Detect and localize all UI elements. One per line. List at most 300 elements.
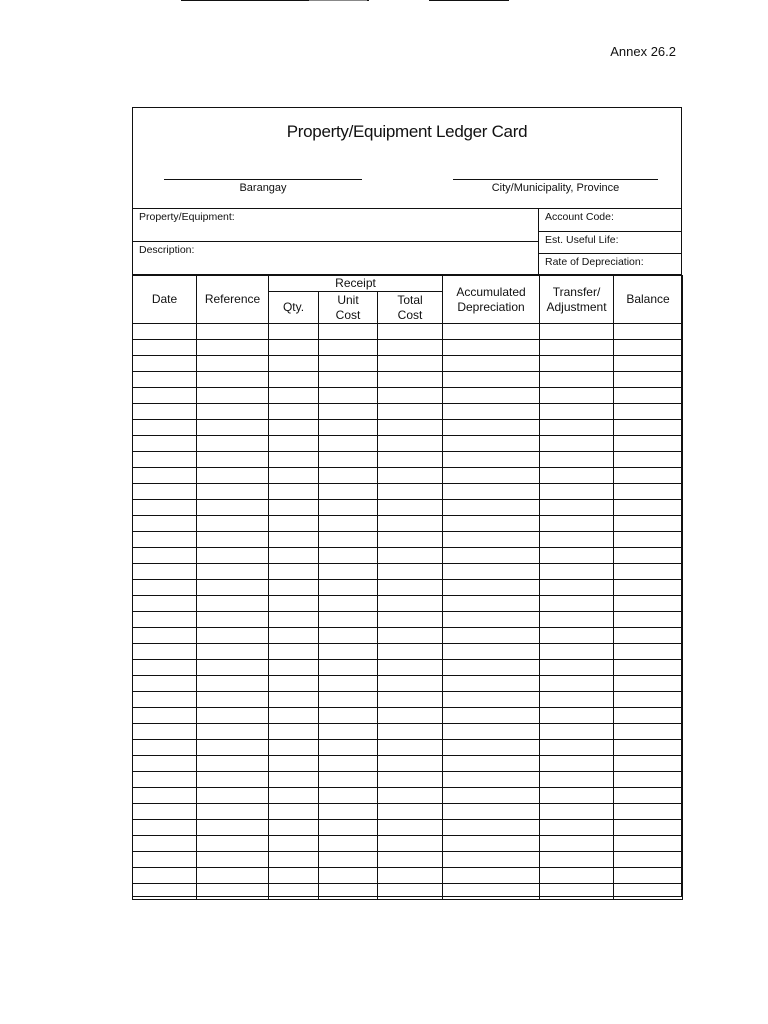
table-row <box>133 500 683 516</box>
accumulated-depreciation-cell[interactable] <box>443 708 540 724</box>
qty-cell[interactable] <box>269 484 319 500</box>
reference-cell[interactable] <box>197 356 269 372</box>
balance-cell[interactable] <box>614 548 683 564</box>
accumulated-depreciation-cell[interactable] <box>443 692 540 708</box>
qty-cell[interactable] <box>269 868 319 884</box>
unit-cost-cell[interactable] <box>319 420 378 436</box>
unit-cost-cell[interactable] <box>319 516 378 532</box>
total-cost-cell[interactable] <box>378 644 443 660</box>
reference-cell[interactable] <box>197 708 269 724</box>
reference-cell[interactable] <box>197 884 269 900</box>
date-cell[interactable] <box>133 756 197 772</box>
date-cell[interactable] <box>133 804 197 820</box>
qty-cell[interactable] <box>269 740 319 756</box>
balance-cell[interactable] <box>614 868 683 884</box>
reference-cell[interactable] <box>197 564 269 580</box>
accumulated-depreciation-cell[interactable] <box>443 324 540 340</box>
reference-cell[interactable] <box>197 612 269 628</box>
transfer-adjustment-cell[interactable] <box>540 820 614 836</box>
qty-cell[interactable] <box>269 628 319 644</box>
qty-cell[interactable] <box>269 596 319 612</box>
date-cell[interactable] <box>133 772 197 788</box>
accumulated-depreciation-cell[interactable] <box>443 836 540 852</box>
reference-cell[interactable] <box>197 596 269 612</box>
balance-cell[interactable] <box>614 516 683 532</box>
total-cost-cell[interactable] <box>378 756 443 772</box>
accumulated-depreciation-cell[interactable] <box>443 852 540 868</box>
qty-cell[interactable] <box>269 660 319 676</box>
balance-cell[interactable] <box>614 852 683 868</box>
unit-cost-cell[interactable] <box>319 628 378 644</box>
accumulated-depreciation-cell[interactable] <box>443 372 540 388</box>
transfer-adjustment-cell[interactable] <box>540 516 614 532</box>
transfer-adjustment-cell[interactable] <box>540 612 614 628</box>
unit-cost-cell[interactable] <box>319 772 378 788</box>
qty-cell[interactable] <box>269 708 319 724</box>
unit-cost-cell[interactable] <box>319 660 378 676</box>
balance-cell[interactable] <box>614 676 683 692</box>
transfer-adjustment-cell[interactable] <box>540 644 614 660</box>
balance-cell[interactable] <box>614 692 683 708</box>
date-cell[interactable] <box>133 484 197 500</box>
accumulated-depreciation-cell[interactable] <box>443 772 540 788</box>
reference-cell[interactable] <box>197 372 269 388</box>
qty-cell[interactable] <box>269 516 319 532</box>
accumulated-depreciation-cell[interactable] <box>443 740 540 756</box>
balance-cell[interactable] <box>614 804 683 820</box>
transfer-adjustment-cell[interactable] <box>540 868 614 884</box>
transfer-adjustment-cell[interactable] <box>540 628 614 644</box>
description-field[interactable] <box>133 242 538 274</box>
total-cost-cell[interactable] <box>378 772 443 788</box>
total-cost-cell[interactable] <box>378 372 443 388</box>
accumulated-depreciation-cell[interactable] <box>443 564 540 580</box>
accumulated-depreciation-cell[interactable] <box>443 340 540 356</box>
reference-cell[interactable] <box>197 676 269 692</box>
reference-cell[interactable] <box>197 644 269 660</box>
transfer-adjustment-cell[interactable] <box>540 660 614 676</box>
qty-cell[interactable] <box>269 580 319 596</box>
date-cell[interactable] <box>133 644 197 660</box>
transfer-adjustment-cell[interactable] <box>540 852 614 868</box>
unit-cost-cell[interactable] <box>319 884 378 900</box>
reference-cell[interactable] <box>197 436 269 452</box>
total-cost-cell[interactable] <box>378 452 443 468</box>
unit-cost-cell[interactable] <box>319 756 378 772</box>
reference-cell[interactable] <box>197 500 269 516</box>
date-cell[interactable] <box>133 724 197 740</box>
reference-cell[interactable] <box>197 340 269 356</box>
balance-cell[interactable] <box>614 388 683 404</box>
balance-cell[interactable] <box>614 772 683 788</box>
date-cell[interactable] <box>133 516 197 532</box>
transfer-adjustment-cell[interactable] <box>540 356 614 372</box>
transfer-adjustment-cell[interactable] <box>540 436 614 452</box>
accumulated-depreciation-cell[interactable] <box>443 484 540 500</box>
unit-cost-cell[interactable] <box>319 452 378 468</box>
balance-cell[interactable] <box>614 612 683 628</box>
unit-cost-cell[interactable] <box>319 372 378 388</box>
property-equipment-field[interactable] <box>133 209 538 242</box>
table-row <box>133 644 683 660</box>
date-cell[interactable] <box>133 596 197 612</box>
unit-cost-cell[interactable] <box>319 484 378 500</box>
unit-cost-cell[interactable] <box>319 692 378 708</box>
rate-of-depreciation-field[interactable] <box>539 254 681 274</box>
accumulated-depreciation-cell[interactable] <box>443 884 540 900</box>
accumulated-depreciation-cell[interactable] <box>443 804 540 820</box>
date-cell[interactable] <box>133 820 197 836</box>
total-cost-cell[interactable] <box>378 820 443 836</box>
total-cost-cell[interactable] <box>378 532 443 548</box>
total-cost-cell[interactable] <box>378 596 443 612</box>
date-cell[interactable] <box>133 564 197 580</box>
info-left <box>133 209 539 274</box>
transfer-adjustment-cell[interactable] <box>540 324 614 340</box>
est-useful-life-field[interactable] <box>539 232 681 254</box>
date-cell[interactable] <box>133 452 197 468</box>
date-cell[interactable] <box>133 660 197 676</box>
date-cell[interactable] <box>133 548 197 564</box>
accumulated-depreciation-cell[interactable] <box>443 436 540 452</box>
accumulated-depreciation-cell[interactable] <box>443 676 540 692</box>
transfer-adjustment-cell[interactable] <box>540 676 614 692</box>
balance-cell[interactable] <box>614 340 683 356</box>
total-cost-cell[interactable] <box>378 740 443 756</box>
qty-cell[interactable] <box>269 452 319 468</box>
transfer-adjustment-cell[interactable] <box>540 372 614 388</box>
description-label: Description: <box>139 244 195 256</box>
reference-cell[interactable] <box>197 852 269 868</box>
total-cost-cell[interactable] <box>378 324 443 340</box>
qty-cell[interactable] <box>269 724 319 740</box>
balance-cell[interactable] <box>614 356 683 372</box>
balance-cell[interactable] <box>614 660 683 676</box>
date-cell[interactable] <box>133 324 197 340</box>
table-row <box>133 484 683 500</box>
reference-cell[interactable] <box>197 772 269 788</box>
reference-cell[interactable] <box>197 836 269 852</box>
unit-cost-cell[interactable] <box>319 500 378 516</box>
unit-cost-cell[interactable] <box>319 708 378 724</box>
accumulated-depreciation-cell[interactable] <box>443 516 540 532</box>
accumulated-depreciation-cell[interactable] <box>443 660 540 676</box>
accumulated-depreciation-cell[interactable] <box>443 628 540 644</box>
total-cost-cell[interactable] <box>378 836 443 852</box>
accumulated-depreciation-cell[interactable] <box>443 596 540 612</box>
total-cost-cell[interactable] <box>378 884 443 900</box>
total-cost-cell[interactable] <box>378 692 443 708</box>
reference-cell[interactable] <box>197 820 269 836</box>
reference-cell[interactable] <box>197 484 269 500</box>
reference-cell[interactable] <box>197 724 269 740</box>
qty-cell[interactable] <box>269 852 319 868</box>
total-cost-cell[interactable] <box>378 564 443 580</box>
reference-cell[interactable] <box>197 324 269 340</box>
date-cell[interactable] <box>133 532 197 548</box>
date-cell[interactable] <box>133 436 197 452</box>
date-cell[interactable] <box>133 404 197 420</box>
reference-cell[interactable] <box>197 580 269 596</box>
unit-cost-cell[interactable] <box>319 324 378 340</box>
total-cost-cell[interactable] <box>378 868 443 884</box>
total-cost-cell[interactable] <box>378 788 443 804</box>
transfer-adjustment-cell[interactable] <box>540 708 614 724</box>
transfer-adjustment-cell[interactable] <box>540 452 614 468</box>
total-cost-cell[interactable] <box>378 420 443 436</box>
accumulated-depreciation-cell[interactable] <box>443 820 540 836</box>
unit-cost-cell[interactable] <box>319 836 378 852</box>
unit-cost-cell[interactable] <box>319 852 378 868</box>
date-cell[interactable] <box>133 868 197 884</box>
transfer-adjustment-cell[interactable] <box>540 804 614 820</box>
reference-cell[interactable] <box>197 660 269 676</box>
total-cost-cell[interactable] <box>378 516 443 532</box>
transfer-adjustment-cell[interactable] <box>540 500 614 516</box>
unit-cost-cell[interactable] <box>319 676 378 692</box>
reference-cell[interactable] <box>197 740 269 756</box>
date-cell[interactable] <box>133 836 197 852</box>
balance-cell[interactable] <box>614 628 683 644</box>
accumulated-depreciation-cell[interactable] <box>443 500 540 516</box>
unit-cost-cell[interactable] <box>319 580 378 596</box>
accumulated-depreciation-cell[interactable] <box>443 404 540 420</box>
total-cost-cell[interactable] <box>378 580 443 596</box>
unit-cost-cell[interactable] <box>319 724 378 740</box>
total-cost-cell[interactable] <box>378 436 443 452</box>
balance-cell[interactable] <box>614 468 683 484</box>
date-cell[interactable] <box>133 468 197 484</box>
qty-cell[interactable] <box>269 420 319 436</box>
transfer-adjustment-cell[interactable] <box>540 772 614 788</box>
transfer-adjustment-cell[interactable] <box>540 548 614 564</box>
accumulated-depreciation-cell[interactable] <box>443 532 540 548</box>
balance-cell[interactable] <box>614 500 683 516</box>
qty-cell[interactable] <box>269 532 319 548</box>
reference-cell[interactable] <box>197 420 269 436</box>
reference-cell[interactable] <box>197 788 269 804</box>
accumulated-depreciation-cell[interactable] <box>443 388 540 404</box>
accumulated-depreciation-cell[interactable] <box>443 612 540 628</box>
reference-cell[interactable] <box>197 692 269 708</box>
balance-cell[interactable] <box>614 324 683 340</box>
balance-cell[interactable] <box>614 788 683 804</box>
date-cell[interactable] <box>133 388 197 404</box>
transfer-adjustment-cell[interactable] <box>540 564 614 580</box>
transfer-adjustment-cell[interactable] <box>540 692 614 708</box>
qty-cell[interactable] <box>269 644 319 660</box>
total-cost-cell[interactable] <box>378 468 443 484</box>
table-row <box>133 660 683 676</box>
balance-cell[interactable] <box>614 404 683 420</box>
unit-cost-cell[interactable] <box>319 868 378 884</box>
transfer-adjustment-cell[interactable] <box>540 340 614 356</box>
qty-cell[interactable] <box>269 804 319 820</box>
date-cell[interactable] <box>133 420 197 436</box>
qty-cell[interactable] <box>269 772 319 788</box>
unit-cost-cell[interactable] <box>319 548 378 564</box>
qty-cell[interactable] <box>269 788 319 804</box>
total-cost-cell[interactable] <box>378 676 443 692</box>
accumulated-depreciation-cell[interactable] <box>443 724 540 740</box>
date-cell[interactable] <box>133 884 197 900</box>
balance-cell[interactable] <box>614 596 683 612</box>
date-cell[interactable] <box>133 628 197 644</box>
qty-cell[interactable] <box>269 436 319 452</box>
total-cost-cell[interactable] <box>378 852 443 868</box>
reference-cell[interactable] <box>197 388 269 404</box>
unit-cost-cell[interactable] <box>319 788 378 804</box>
balance-cell[interactable] <box>614 884 683 900</box>
total-cost-cell[interactable] <box>378 548 443 564</box>
balance-cell[interactable] <box>614 420 683 436</box>
date-cell[interactable] <box>133 372 197 388</box>
accumulated-depreciation-cell[interactable] <box>443 420 540 436</box>
reference-cell[interactable] <box>197 868 269 884</box>
accumulated-depreciation-cell[interactable] <box>443 788 540 804</box>
qty-cell[interactable] <box>269 372 319 388</box>
reference-cell[interactable] <box>197 756 269 772</box>
unit-cost-cell[interactable] <box>319 564 378 580</box>
date-cell[interactable] <box>133 708 197 724</box>
transfer-adjustment-cell[interactable] <box>540 484 614 500</box>
qty-cell[interactable] <box>269 612 319 628</box>
total-cost-cell[interactable] <box>378 388 443 404</box>
reference-cell[interactable] <box>197 452 269 468</box>
qty-cell[interactable] <box>269 468 319 484</box>
date-cell[interactable] <box>133 500 197 516</box>
qty-cell[interactable] <box>269 676 319 692</box>
transfer-adjustment-cell[interactable] <box>540 756 614 772</box>
accumulated-depreciation-cell[interactable] <box>443 756 540 772</box>
accumulated-depreciation-cell[interactable] <box>443 468 540 484</box>
transfer-adjustment-cell[interactable] <box>540 580 614 596</box>
date-cell[interactable] <box>133 676 197 692</box>
balance-cell[interactable] <box>614 564 683 580</box>
unit-cost-cell[interactable] <box>319 404 378 420</box>
date-cell[interactable] <box>133 852 197 868</box>
qty-cell[interactable] <box>269 548 319 564</box>
accumulated-depreciation-cell[interactable] <box>443 452 540 468</box>
total-cost-cell[interactable] <box>378 612 443 628</box>
qty-cell[interactable] <box>269 820 319 836</box>
qty-cell[interactable] <box>269 836 319 852</box>
qty-cell[interactable] <box>269 884 319 900</box>
reference-cell[interactable] <box>197 532 269 548</box>
transfer-adjustment-cell[interactable] <box>540 740 614 756</box>
qty-cell[interactable] <box>269 500 319 516</box>
reference-cell[interactable] <box>197 468 269 484</box>
date-cell[interactable] <box>133 788 197 804</box>
transfer-adjustment-cell[interactable] <box>540 836 614 852</box>
transfer-adjustment-cell[interactable] <box>540 532 614 548</box>
unit-cost-cell[interactable] <box>319 740 378 756</box>
transfer-adjustment-cell[interactable] <box>540 724 614 740</box>
accumulated-depreciation-cell[interactable] <box>443 644 540 660</box>
unit-cost-cell[interactable] <box>319 388 378 404</box>
qty-cell[interactable] <box>269 356 319 372</box>
total-cost-cell[interactable] <box>378 500 443 516</box>
qty-cell[interactable] <box>269 564 319 580</box>
unit-cost-cell[interactable] <box>319 532 378 548</box>
transfer-adjustment-cell[interactable] <box>540 788 614 804</box>
date-cell[interactable] <box>133 692 197 708</box>
accumulated-depreciation-cell[interactable] <box>443 356 540 372</box>
total-cost-cell[interactable] <box>378 660 443 676</box>
transfer-adjustment-cell[interactable] <box>540 404 614 420</box>
qty-cell[interactable] <box>269 404 319 420</box>
balance-cell[interactable] <box>614 580 683 596</box>
total-cost-cell[interactable] <box>378 708 443 724</box>
balance-cell[interactable] <box>614 724 683 740</box>
qty-cell[interactable] <box>269 692 319 708</box>
date-cell[interactable] <box>133 740 197 756</box>
date-cell[interactable] <box>133 340 197 356</box>
unit-cost-cell[interactable] <box>319 340 378 356</box>
accumulated-depreciation-cell[interactable] <box>443 580 540 596</box>
date-cell[interactable] <box>133 612 197 628</box>
balance-cell[interactable] <box>614 484 683 500</box>
reference-cell[interactable] <box>197 404 269 420</box>
balance-cell[interactable] <box>614 372 683 388</box>
unit-cost-cell[interactable] <box>319 436 378 452</box>
balance-cell[interactable] <box>614 756 683 772</box>
balance-cell[interactable] <box>614 532 683 548</box>
account-code-field[interactable] <box>539 209 681 232</box>
date-cell[interactable] <box>133 356 197 372</box>
qty-cell[interactable] <box>269 340 319 356</box>
balance-cell[interactable] <box>614 436 683 452</box>
reference-cell[interactable] <box>197 804 269 820</box>
qty-header: Qty. <box>269 292 319 324</box>
transfer-adjustment-cell[interactable] <box>540 468 614 484</box>
balance-cell[interactable] <box>614 836 683 852</box>
transfer-adjustment-cell[interactable] <box>540 420 614 436</box>
unit-cost-cell[interactable] <box>319 356 378 372</box>
qty-cell[interactable] <box>269 756 319 772</box>
unit-cost-cell[interactable] <box>319 804 378 820</box>
accumulated-depreciation-cell[interactable] <box>443 868 540 884</box>
reference-cell[interactable] <box>197 628 269 644</box>
date-cell[interactable] <box>133 580 197 596</box>
reference-cell[interactable] <box>197 548 269 564</box>
total-cost-cell[interactable] <box>378 484 443 500</box>
accumulated-depreciation-cell[interactable] <box>443 548 540 564</box>
unit-cost-cell[interactable] <box>319 644 378 660</box>
balance-cell[interactable] <box>614 452 683 468</box>
transfer-adjustment-cell[interactable] <box>540 596 614 612</box>
reference-cell[interactable] <box>197 516 269 532</box>
total-cost-cell[interactable] <box>378 804 443 820</box>
balance-cell[interactable] <box>614 708 683 724</box>
unit-cost-cell[interactable] <box>319 468 378 484</box>
unit-cost-cell[interactable] <box>319 820 378 836</box>
balance-cell[interactable] <box>614 740 683 756</box>
transfer-adjustment-cell[interactable] <box>540 884 614 900</box>
total-cost-cell[interactable] <box>378 340 443 356</box>
total-cost-cell[interactable] <box>378 404 443 420</box>
total-cost-cell[interactable] <box>378 628 443 644</box>
qty-cell[interactable] <box>269 388 319 404</box>
unit-cost-cell[interactable] <box>319 612 378 628</box>
qty-cell[interactable] <box>269 324 319 340</box>
total-cost-cell[interactable] <box>378 356 443 372</box>
total-cost-cell[interactable] <box>378 724 443 740</box>
transfer-adjustment-cell[interactable] <box>540 388 614 404</box>
balance-cell[interactable] <box>614 644 683 660</box>
balance-cell[interactable] <box>614 820 683 836</box>
unit-cost-cell[interactable] <box>319 596 378 612</box>
